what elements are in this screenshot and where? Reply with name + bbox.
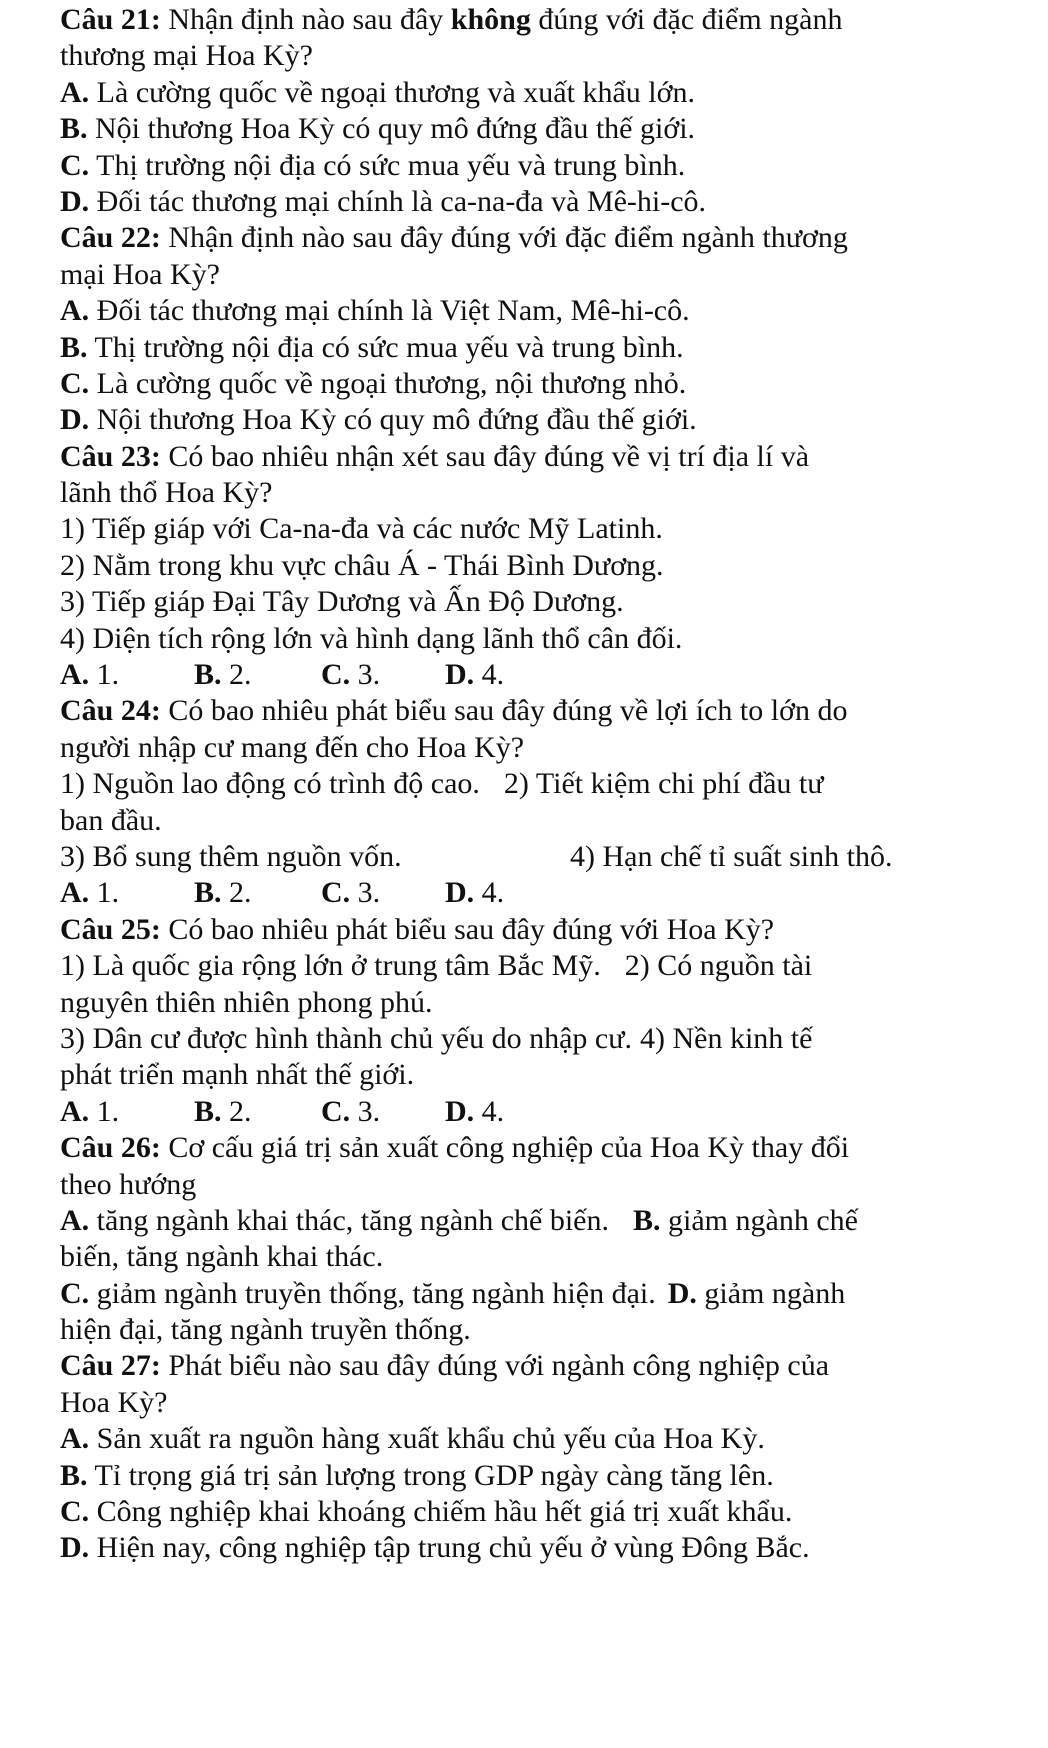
option-text: giảm ngành: [696, 1276, 846, 1310]
stem-continuation: người nhập cư mang đến cho Hoa Kỳ?: [60, 730, 525, 764]
option-letter: D.: [445, 658, 475, 692]
option-text: 4.: [474, 1094, 505, 1128]
option-a: [60, 875, 194, 911]
option-d: [668, 1277, 845, 1310]
option-text: 3.: [350, 1094, 381, 1128]
stem-text: Có bao nhiêu nhận xét sau đây đúng về vị trí địa lí và: [160, 439, 810, 473]
statement: 4) Hạn chế tỉ suất sinh thô.: [570, 839, 893, 873]
option-text: Thị trường nội địa có sức mua yếu và trung bình.: [89, 148, 686, 182]
option-b: [194, 875, 321, 911]
question-stem: [60, 1130, 1040, 1166]
statement: 3) Bổ sung thêm nguồn vốn.: [60, 839, 402, 873]
stem-continuation: mại Hoa Kỳ?: [60, 257, 220, 291]
option-letter: B.: [194, 1094, 222, 1128]
option-text: Nội thương Hoa Kỳ có quy mô đứng đầu thế giới.: [87, 112, 696, 146]
option-text: Công nghiệp khai khoáng chiếm hầu hết giá trị xuất khẩu.: [89, 1495, 793, 1529]
question-number: Câu 21:: [60, 3, 161, 36]
option-letter: D.: [60, 403, 90, 437]
option-b: [194, 1094, 321, 1130]
statement: 2) Nằm trong khu vực châu Á - Thái Bình Dương.: [60, 548, 664, 582]
question-stem: [60, 693, 1040, 729]
option-b: [633, 1204, 858, 1237]
option-letter: A.: [60, 1203, 90, 1237]
option-letter: D.: [667, 1276, 697, 1310]
option-d: [60, 1530, 1040, 1566]
option-text: giảm ngành truyền thống, tăng ngành hiện đại.: [89, 1276, 656, 1310]
option-a: [60, 657, 194, 693]
option-b: [60, 1458, 1040, 1494]
answer-choices: [60, 875, 1040, 911]
option-d: [445, 875, 504, 911]
stem-continuation: theo hướng: [60, 1167, 197, 1201]
option-text: 3.: [350, 658, 381, 692]
option-text: 2.: [221, 658, 252, 692]
answer-choices: [60, 1094, 1040, 1130]
option-text: 2.: [221, 876, 252, 910]
option-text: Hiện nay, công nghiệp tập trung chủ yếu ở vùng Đông Bắc.: [89, 1531, 810, 1565]
statement: 3) Tiếp giáp Đại Tây Dương và Ấn Độ Dương.: [60, 585, 624, 619]
option-a: [60, 75, 1040, 111]
option-c: [60, 148, 1040, 184]
option-a: [60, 1421, 1040, 1457]
option-text: 2.: [221, 1094, 252, 1128]
option-letter: A.: [60, 1094, 90, 1128]
option-letter: B.: [60, 330, 88, 364]
option-d: [60, 402, 1040, 438]
stem-text: Cơ cấu giá trị sản xuất công nghiệp của Hoa Kỳ thay đổi: [160, 1131, 850, 1165]
stem-text: Có bao nhiêu phát biểu sau đây đúng với Hoa Kỳ?: [160, 912, 775, 946]
stem-text: đúng với đặc điểm ngành: [530, 3, 843, 36]
statement: 4) Diện tích rộng lớn và hình dạng lãnh thổ cân đối.: [60, 621, 683, 655]
statement: 1) Tiếp giáp với Ca-na-đa và các nước Mỹ Latinh.: [60, 512, 663, 546]
stem-continuation: Hoa Kỳ?: [60, 1385, 168, 1419]
question-22: [60, 220, 1040, 438]
option-text: 4.: [474, 658, 505, 692]
worksheet-page: [60, 2, 1040, 1567]
option-b: [60, 111, 1040, 147]
option-d: [445, 657, 504, 693]
option-b: [194, 657, 321, 693]
option-c: [321, 875, 445, 911]
option-text: Đối tác thương mại chính là Việt Nam, Mê-hi-cô.: [89, 294, 690, 328]
stem-text: Nhận định nào sau đây: [160, 3, 451, 36]
option-letter: C.: [321, 1094, 351, 1128]
option-d: [445, 1094, 504, 1130]
option-continuation: biến, tăng ngành khai thác.: [60, 1240, 384, 1274]
option-letter: A.: [60, 1422, 90, 1456]
answer-choices: [60, 657, 1040, 693]
option-a: [60, 293, 1040, 329]
option-letter: B.: [194, 876, 222, 910]
option-letter: C.: [60, 1495, 90, 1529]
stem-text: Phát biểu nào sau đây đúng với ngành công nghiệp của: [160, 1349, 830, 1383]
option-text: 1.: [89, 1094, 120, 1128]
option-row: [60, 1203, 1040, 1239]
question-stem: [60, 2, 1040, 38]
statement-continuation: ban đầu.: [60, 803, 162, 837]
option-letter: D.: [60, 1531, 90, 1565]
option-letter: C.: [60, 1276, 90, 1310]
option-row: [60, 1276, 1040, 1312]
statement: 2) Có nguồn tài: [624, 949, 813, 983]
statement-continuation: phát triển mạnh nhất thế giới.: [60, 1058, 415, 1092]
option-text: tăng ngành khai thác, tăng ngành chế biến.: [89, 1203, 610, 1237]
question-number: Câu 26:: [60, 1131, 161, 1165]
question-number: Câu 25:: [60, 912, 161, 946]
question-number: Câu 23:: [60, 439, 161, 473]
option-b: [60, 330, 1040, 366]
option-c: [321, 1094, 445, 1130]
question-stem: [60, 439, 1040, 475]
option-letter: D.: [445, 876, 475, 910]
question-number: Câu 22:: [60, 221, 161, 255]
option-text: 1.: [89, 658, 120, 692]
statement-row: [60, 839, 1040, 875]
stem-continuation: lãnh thổ Hoa Kỳ?: [60, 476, 273, 510]
question-number: Câu 27:: [60, 1349, 161, 1383]
option-text: 4.: [474, 876, 505, 910]
option-letter: B.: [60, 1458, 88, 1492]
question-number: Câu 24:: [60, 694, 161, 728]
question-23: [60, 439, 1040, 694]
option-letter: B.: [60, 112, 88, 146]
statement-row: [60, 948, 1040, 984]
stem-text: Nhận định nào sau đây đúng với đặc điểm ngành thương: [160, 221, 848, 255]
option-letter: A.: [60, 75, 90, 109]
option-letter: A.: [60, 294, 90, 328]
statement: 3) Dân cư được hình thành chủ yếu do nhập cư.: [60, 1021, 632, 1055]
option-c: [60, 1277, 656, 1310]
statement-row: [60, 766, 1040, 802]
option-text: Nội thương Hoa Kỳ có quy mô đứng đầu thế giới.: [89, 403, 697, 437]
option-a: [60, 1094, 194, 1130]
stem-emphasis: không: [450, 3, 531, 36]
option-c: [321, 657, 445, 693]
statement: 1) Là quốc gia rộng lớn ở trung tâm Bắc Mỹ.: [60, 949, 601, 983]
option-text: 3.: [350, 876, 381, 910]
option-continuation: hiện đại, tăng ngành truyền thống.: [60, 1313, 471, 1347]
option-letter: D.: [445, 1094, 475, 1128]
question-27: [60, 1348, 1040, 1566]
option-a: [60, 1204, 609, 1237]
option-text: Là cường quốc về ngoại thương và xuất khẩu lớn.: [89, 75, 695, 109]
option-text: 1.: [89, 876, 120, 910]
option-letter: C.: [321, 876, 351, 910]
statement-row: [60, 1021, 1040, 1057]
option-text: Là cường quốc về ngoại thương, nội thương nhỏ.: [89, 366, 687, 400]
option-text: Thị trường nội địa có sức mua yếu và trung bình.: [87, 330, 684, 364]
question-24: [60, 693, 1040, 911]
option-text: giảm ngành chế: [660, 1203, 858, 1237]
statement: 2) Tiết kiệm chi phí đầu tư: [503, 767, 824, 801]
option-text: Tỉ trọng giá trị sản lượng trong GDP ngày càng tăng lên.: [87, 1458, 774, 1492]
statement: 4) Nền kinh tế: [640, 1021, 813, 1055]
option-c: [60, 1494, 1040, 1530]
question-stem: [60, 1348, 1040, 1384]
option-c: [60, 366, 1040, 402]
stem-text: Có bao nhiêu phát biểu sau đây đúng về lợi ích to lớn do: [160, 694, 848, 728]
statement: 1) Nguồn lao động có trình độ cao.: [60, 767, 480, 801]
question-21: [60, 2, 1040, 220]
statement-continuation: nguyên thiên nhiên phong phú.: [60, 985, 433, 1019]
option-letter: C.: [321, 658, 351, 692]
option-letter: A.: [60, 876, 90, 910]
question-26: [60, 1130, 1040, 1348]
option-letter: A.: [60, 658, 90, 692]
stem-continuation: thương mại Hoa Kỳ?: [60, 39, 313, 73]
question-25: [60, 912, 1040, 1130]
option-letter: C.: [60, 148, 90, 182]
option-d: [60, 184, 1040, 220]
option-letter: B.: [194, 658, 222, 692]
option-text: Sản xuất ra nguồn hàng xuất khẩu chủ yếu của Hoa Kỳ.: [89, 1422, 765, 1456]
option-letter: C.: [60, 366, 90, 400]
question-stem: [60, 220, 1040, 256]
option-letter: B.: [633, 1203, 661, 1237]
option-letter: D.: [60, 184, 90, 218]
option-text: Đối tác thương mại chính là ca-na-đa và Mê-hi-cô.: [89, 184, 707, 218]
question-stem: [60, 912, 1040, 948]
